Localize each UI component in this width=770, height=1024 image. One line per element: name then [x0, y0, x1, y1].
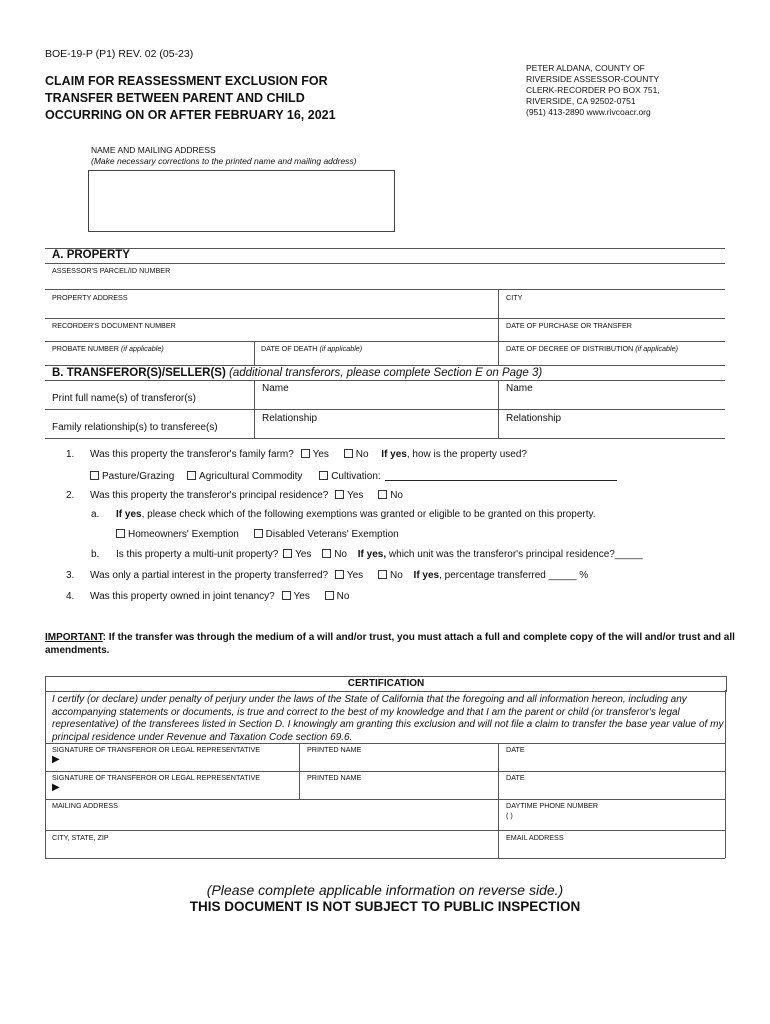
- signature-label: SIGNATURE OF TRANSFEROR OR LEGAL REPRESENTATIVE: [52, 773, 261, 782]
- question-2-number: 2.: [66, 490, 75, 501]
- family-relationship-label: Family relationship(s) to transferee(s): [52, 422, 218, 433]
- city-state-zip-field[interactable]: [46, 831, 497, 857]
- form-title-line: CLAIM FOR REASSESSMENT EXCLUSION FOR: [45, 74, 328, 88]
- relationship-label: Relationship: [262, 413, 318, 424]
- date-field[interactable]: [499, 772, 724, 798]
- q2-no-checkbox[interactable]: [378, 490, 387, 499]
- mailing-address-field[interactable]: [46, 800, 497, 830]
- date-decree-field[interactable]: [499, 342, 725, 364]
- reverse-side-note: (Please complete applicable information on reverse side.): [206, 882, 564, 898]
- certification-heading: CERTIFICATION: [45, 676, 727, 692]
- section-b-heading: B. TRANSFEROR(S)/SELLER(S) (additional transferors, please complete Section E on Page 3): [52, 367, 543, 379]
- veterans-exemption-checkbox[interactable]: [254, 529, 263, 538]
- percentage-field[interactable]: _____: [548, 570, 577, 581]
- transferor-name-label: Name: [506, 383, 533, 394]
- county-address: [526, 63, 660, 118]
- form-id: BOE-19-P (P1) REV. 02 (05-23): [45, 48, 194, 60]
- question-3: Was only a partial interest in the property transferred? Yes No If yes, percentage transferred _____ %: [90, 570, 589, 581]
- email-label: EMAIL ADDRESS: [506, 833, 564, 842]
- relationship-field[interactable]: [255, 410, 497, 437]
- date-label: DATE: [506, 745, 525, 754]
- cultivation-field[interactable]: [385, 470, 617, 481]
- signature-field[interactable]: [46, 772, 298, 798]
- signature-label: SIGNATURE OF TRANSFEROR OR LEGAL REPRESENTATIVE: [52, 745, 261, 754]
- property-address-label: PROPERTY ADDRESS: [52, 293, 128, 302]
- recorder-document-label: RECORDER'S DOCUMENT NUMBER: [52, 321, 176, 330]
- question-2b-number: b.: [91, 549, 100, 560]
- date-purchase-field[interactable]: [499, 319, 725, 340]
- homeowners-exemption-checkbox[interactable]: [116, 529, 125, 538]
- form-title-line: OCCURRING ON OR AFTER FEBRUARY 16, 2021: [45, 108, 336, 122]
- phone-label: DAYTIME PHONE NUMBER: [506, 801, 599, 810]
- printed-name-label: PRINTED NAME: [307, 773, 362, 782]
- city-field[interactable]: [499, 290, 725, 317]
- question-2a-options: Homeowners' Exemption Disabled Veterans' Exemption: [116, 529, 399, 540]
- print-names-label: Print full name(s) of transferor(s): [52, 393, 196, 404]
- question-1-number: 1.: [66, 449, 75, 460]
- city-label: CITY: [506, 293, 523, 302]
- recorder-document-field[interactable]: [45, 319, 497, 340]
- form-title-line: TRANSFER BETWEEN PARENT AND CHILD: [45, 91, 305, 105]
- public-inspection-notice: THIS DOCUMENT IS NOT SUBJECT TO PUBLIC INSPECTION: [189, 899, 581, 914]
- printed-name-label: PRINTED NAME: [307, 745, 362, 754]
- county-line: RIVERSIDE ASSESSOR-COUNTY: [526, 74, 660, 84]
- relationship-field[interactable]: [499, 410, 725, 437]
- cultivation-checkbox[interactable]: [319, 471, 328, 480]
- mailing-address-box[interactable]: [88, 170, 395, 232]
- signature-arrow-icon: ▶: [52, 782, 60, 793]
- q3-yes-checkbox[interactable]: [335, 570, 344, 579]
- q4-no-checkbox[interactable]: [325, 591, 334, 600]
- printed-name-field[interactable]: [300, 772, 497, 798]
- property-address-field[interactable]: [45, 290, 497, 317]
- mailing-address-label: [91, 145, 357, 167]
- probate-number-field[interactable]: [45, 342, 253, 364]
- question-4-number: 4.: [66, 591, 75, 602]
- question-2: Was this property the transferor's principal residence? Yes No: [90, 490, 403, 501]
- q2b-yes-checkbox[interactable]: [283, 549, 292, 558]
- q2-yes-checkbox[interactable]: [335, 490, 344, 499]
- form-title: [45, 73, 375, 124]
- important-notice: IMPORTANT: If the transfer was through the medium of a will and/or trust, you must attach a full and complete copy of the will and/or trust and all amendments.: [45, 632, 735, 656]
- email-field[interactable]: [499, 831, 724, 857]
- phone-field[interactable]: [499, 800, 724, 830]
- county-line: (951) 413-2890 www.rivcoacr.org: [526, 107, 651, 117]
- date-purchase-label: DATE OF PURCHASE OR TRANSFER: [506, 321, 632, 330]
- question-2b: Is this property a multi-unit property? Yes No If yes, which unit was the transferor's principal residence?_____: [116, 549, 643, 560]
- date-field[interactable]: [499, 744, 724, 770]
- phone-area-code: ( ): [506, 811, 513, 820]
- transferor-name-label: Name: [262, 383, 289, 394]
- transferor-name-field[interactable]: [499, 381, 725, 408]
- date-label: DATE: [506, 773, 525, 782]
- signature-arrow-icon: ▶: [52, 754, 60, 765]
- parcel-number-label: ASSESSOR'S PARCEL/ID NUMBER: [52, 266, 171, 275]
- county-line: PETER ALDANA, COUNTY OF: [526, 63, 645, 73]
- mailing-address-title: NAME AND MAILING ADDRESS: [91, 145, 216, 155]
- mailing-address-note: (Make necessary corrections to the printed name and mailing address): [91, 156, 357, 166]
- probate-number-label: PROBATE NUMBER (if applicable): [52, 344, 164, 353]
- agricultural-checkbox[interactable]: [187, 471, 196, 480]
- signature-field[interactable]: [46, 744, 298, 770]
- relationship-label: Relationship: [506, 413, 562, 424]
- q4-yes-checkbox[interactable]: [282, 591, 291, 600]
- mailing-address-label: MAILING ADDRESS: [52, 801, 118, 810]
- q2b-no-checkbox[interactable]: [322, 549, 331, 558]
- county-line: CLERK-RECORDER PO BOX 751,: [526, 85, 660, 95]
- principal-unit-field[interactable]: _____: [614, 549, 643, 560]
- question-1: Was this property the transferor's family farm? Yes No If yes, how is the property used?: [90, 449, 527, 460]
- question-2a: If yes, please check which of the following exemptions was granted or eligible to be granted on this property.: [116, 509, 596, 520]
- question-3-number: 3.: [66, 570, 75, 581]
- question-4: Was this property owned in joint tenancy? Yes No: [90, 591, 350, 602]
- city-state-zip-label: CITY, STATE, ZIP: [52, 833, 109, 842]
- question-1-uses: Pasture/Grazing Agricultural Commodity Cultivation:: [90, 470, 617, 482]
- pasture-checkbox[interactable]: [90, 471, 99, 480]
- q3-no-checkbox[interactable]: [378, 570, 387, 579]
- date-of-death-label: DATE OF DEATH (if applicable): [261, 344, 363, 353]
- q1-no-checkbox[interactable]: [344, 449, 353, 458]
- section-a-heading: A. PROPERTY: [52, 249, 130, 261]
- question-2a-number: a.: [91, 509, 100, 520]
- printed-name-field[interactable]: [300, 744, 497, 770]
- parcel-number-field[interactable]: [45, 264, 725, 288]
- date-of-death-field[interactable]: [255, 342, 497, 364]
- certification-text: I certify (or declare) under penalty of perjury under the laws of the State of California that the foregoing and all information hereon, including any accompanying statements or documents, is true and correct to the best of my knowledge and that I am the parent or child (or transferor's legal representative) of the transferees listed in Section D. I knowingly am granting this exclusion and will not file a claim to transfer the base year value of my principal residence under Revenue and Taxation Code section 69.6.: [52, 694, 724, 743]
- transferor-name-field[interactable]: [255, 381, 497, 408]
- date-decree-label: DATE OF DECREE OF DISTRIBUTION (if applicable): [506, 344, 679, 353]
- county-line: RIVERSIDE, CA 92502-0751: [526, 96, 636, 106]
- q1-yes-checkbox[interactable]: [301, 449, 310, 458]
